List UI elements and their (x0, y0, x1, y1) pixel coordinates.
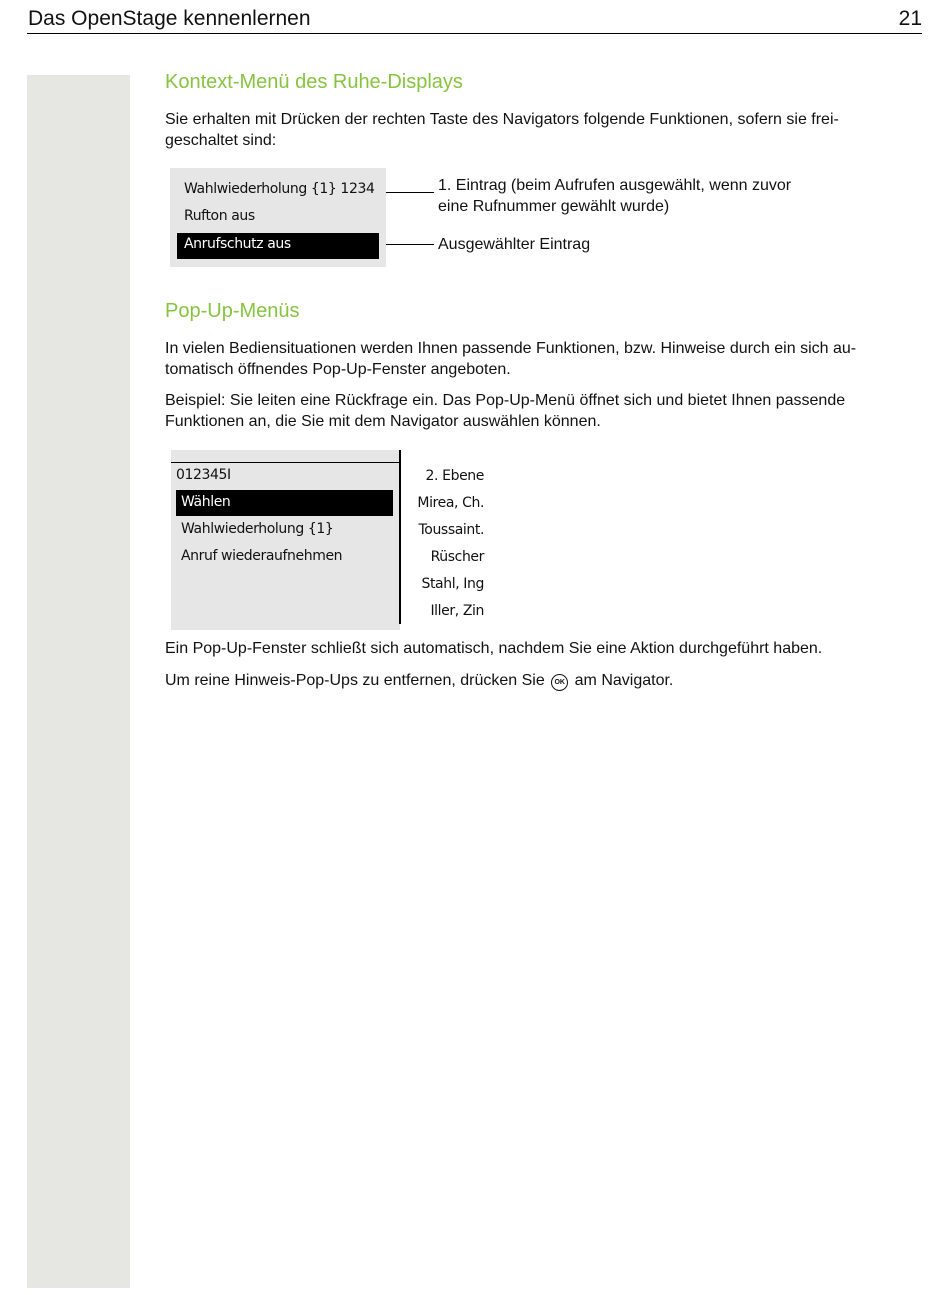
text-line: Beispiel: Sie leiten eine Rückfrage ein. Das Pop-Up-Menü öffnet sich und bietet Ihnen passende (165, 392, 846, 409)
popup-divider (399, 450, 401, 624)
list-item: 2. Ebene (425, 468, 484, 484)
background-list (405, 467, 484, 629)
context-menu-display (170, 168, 386, 267)
list-item: Toussaint. (418, 522, 484, 538)
intro-line: Sie erhalten mit Drücken der rechten Taste des Navigators folgende Funktionen, sofern sie frei- (165, 111, 839, 128)
text-line: In vielen Bediensituationen werden Ihnen passende Funktionen, bzw. Hinweise durch ein sich au- (165, 340, 857, 357)
callout-leader-1 (386, 192, 434, 193)
popup-paragraph-2 (165, 390, 923, 432)
intro-line: geschaltet sind: (165, 132, 277, 149)
popup-item-dial-selected[interactable]: Wählen (176, 490, 393, 516)
popup-item-resume-call[interactable]: Anruf wiederaufnehmen (181, 548, 343, 564)
text-span: am Navigator. (574, 672, 674, 689)
callout-first-entry (438, 175, 791, 217)
popup-paragraph-4 (165, 670, 923, 691)
popup-paragraph-3: Ein Pop-Up-Fenster schließt sich automatisch, nachdem Sie eine Aktion durchgeführt haben. (165, 640, 823, 657)
text-line: Funktionen an, die Sie mit dem Navigator auswählen können. (165, 413, 601, 430)
text-span: Um reine Hinweis-Pop-Ups zu entfernen, drücken Sie (165, 672, 545, 689)
section-heading-popup-menus: Pop-Up-Menüs (165, 300, 300, 322)
header-divider (27, 33, 922, 34)
section-intro (165, 109, 923, 151)
popup-top-border (171, 462, 400, 463)
callout-line: 1. Eintrag (beim Aufrufen ausgewählt, wenn zuvor (438, 177, 792, 194)
popup-display (171, 450, 400, 630)
page-header-title: Das OpenStage kennenlernen (28, 7, 311, 30)
list-item: Rüscher (430, 549, 484, 565)
menu-item-dnd-selected[interactable]: Anrufschutz aus (177, 233, 379, 259)
menu-item-redial[interactable]: Wahlwiederholung {1} 1234 (184, 181, 375, 197)
callout-leader-2 (386, 244, 434, 245)
list-item: Mirea, Ch. (417, 495, 484, 511)
popup-paragraph-1 (165, 338, 923, 380)
list-item: Stahl, Ing (421, 576, 484, 592)
callout-line: eine Rufnummer gewählt wurde) (438, 198, 670, 215)
popup-number-field: 012345I (176, 467, 231, 483)
popup-item-redial[interactable]: Wahlwiederholung {1} (181, 521, 334, 537)
left-margin-bar (27, 75, 130, 1288)
list-item: Iller, Zin (430, 603, 484, 619)
ok-key-icon: OK (551, 674, 568, 691)
callout-selected-entry: Ausgewählter Eintrag (438, 236, 591, 253)
menu-item-ringer-off[interactable]: Rufton aus (184, 208, 255, 224)
page-number: 21 (898, 7, 922, 30)
section-heading-context-menu: Kontext-Menü des Ruhe-Displays (165, 71, 463, 93)
text-line: tomatisch öffnendes Pop-Up-Fenster angeboten. (165, 361, 511, 378)
